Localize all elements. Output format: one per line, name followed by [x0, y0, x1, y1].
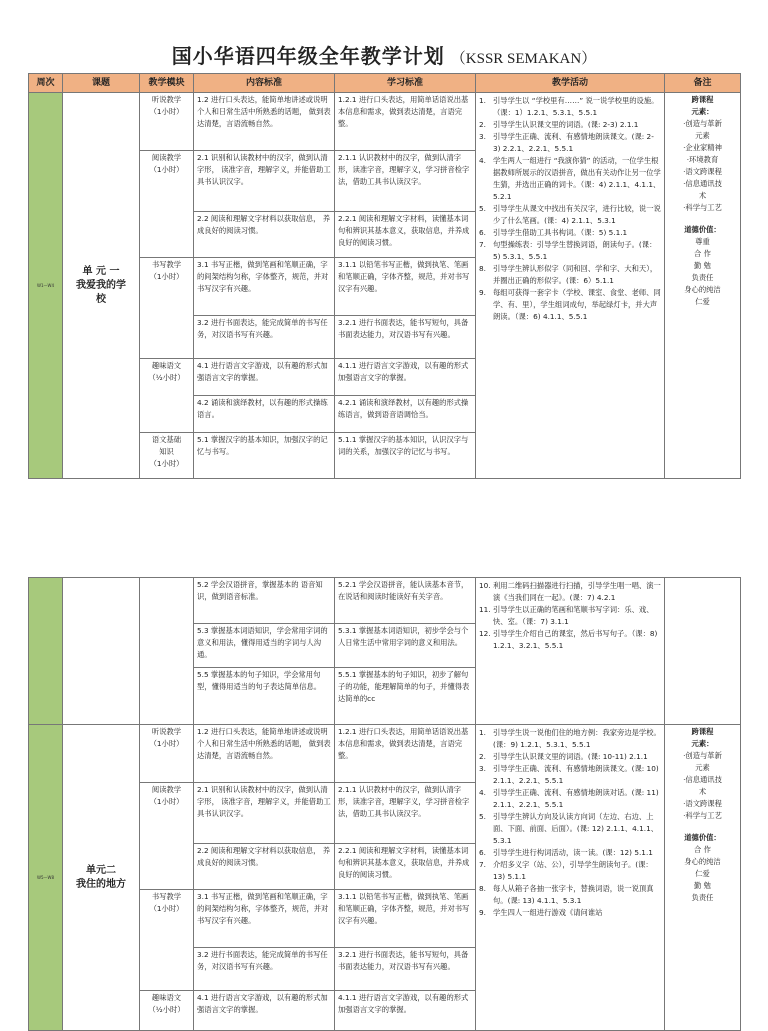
cross-curricular-item: ·语文跨课程: [683, 167, 722, 176]
teaching-activities: [476, 578, 665, 725]
activity-number: 3.: [479, 764, 486, 773]
activity-number: 2.: [479, 752, 486, 761]
learning-standard: 5.5.1 掌握基本的句子知识，初步了解句子的功能，能理解简单的句子，并懂得表达简单的cc: [335, 668, 476, 725]
content-standard: 5.5 掌握基本的句子知识，学会常用句型，懂得用适当的句子表达简单信息。: [194, 668, 335, 725]
learning-standard: 3.1.1 以铅笔书写正楷，做到执笔、笔画和笔顺正确，字体齐整，规范，并对书写汉字有兴趣。: [335, 890, 476, 948]
spacer: [668, 214, 737, 224]
week-cell: [29, 578, 63, 725]
activity-number: 6.: [479, 228, 486, 237]
teaching-activities: [476, 93, 665, 479]
learning-standard: 3.2.1 进行书面表达，能书写短句，具备书面表达能力，对汉语书写有兴趣。: [335, 316, 476, 359]
table-row: [29, 578, 741, 624]
content-standard: 5.3 掌握基本词语知识，学会常用字词的意义和用法，懂得用适当的字词与人沟通。: [194, 624, 335, 668]
learning-standard: 2.2.1 阅读和理解文字材料，读懂基本词句和辨识其基本意义，获取信息，并养成良好的阅读习惯。: [335, 844, 476, 890]
cross-curricular-item: ·环境教育: [686, 155, 719, 164]
activity-item: [479, 287, 661, 323]
activity-number: 3.: [479, 132, 486, 141]
content-standard: 5.1 掌握汉字的基本知识，加强汉字的记忆与书写。: [194, 433, 335, 479]
activity-number: 10.: [479, 581, 491, 590]
cross-curricular-title: 跨课程 元素：: [691, 95, 714, 116]
content-standard: 2.2 阅读和理解文字材料以获取信息， 养成良好的阅读习惯。: [194, 844, 335, 890]
content-standard: 1.2 进行口头表达，能简单地讲述或说明个人和日常生活中所熟悉的话题， 做到表达清楚，言语流畅自然。: [194, 725, 335, 783]
learning-standard: 4.2.1 诵读和演绎教材，以有趣的形式操练语言，做到语音语调恰当。: [335, 396, 476, 433]
activity-number: 7.: [479, 240, 486, 249]
activity-number: 12.: [479, 629, 491, 638]
teaching-activities: [476, 725, 665, 1031]
module-cell: 书写教学 （1小时）: [140, 890, 194, 991]
activity-number: 4.: [479, 788, 486, 797]
content-standard: 4.2 诵读和演绎教材，以有趣的形式操练语言。: [194, 396, 335, 433]
week-cell: W5—W8: [29, 725, 63, 1031]
activity-number: 2.: [479, 120, 486, 129]
cross-curricular-item: 术: [698, 787, 707, 796]
activity-text: 引导学生借助工具书构词。（课：5) 5.1.1: [493, 228, 628, 237]
content-standard: 2.1 识别和认读教材中的汉字，做到认清字形， 读准字音，理解字义，并能借助工具书认识汉字。: [194, 151, 335, 212]
activity-text: 句型操练表：引导学生替换词语，朗读句子。(课：5) 5.3.1、5.5.1: [493, 240, 657, 261]
column-header: 教学活动: [476, 74, 665, 93]
activity-number: 1.: [479, 96, 486, 105]
module-cell: 语文基础 知识 （1小时）: [140, 433, 194, 479]
activity-item: [479, 847, 661, 859]
title-main: 国小华语四年级全年教学计划: [171, 44, 445, 68]
module-cell: 阅读教学 （1小时）: [140, 151, 194, 258]
moral-value-item: 勤 勉: [694, 261, 711, 270]
cross-curricular-title: 跨课程 元素：: [691, 727, 714, 748]
activity-number: 8.: [479, 884, 486, 893]
moral-value-item: 负责任: [691, 273, 714, 282]
moral-values-title: 道德价值：: [684, 833, 721, 842]
moral-value-item: 勤 勉: [694, 881, 711, 890]
activity-item: [479, 227, 661, 239]
module-cell: 听说教学 （1小时）: [140, 725, 194, 783]
activity-text: 每人从箱子各抽一张字卡，替换词语，说一说頂真句。(课: 13) 4.1.1、5.3.1: [493, 884, 654, 905]
cross-curricular-item: ·语文跨课程: [683, 799, 722, 808]
learning-standard: 1.2.1 进行口头表达，用简单话语说出基本信息和需求，做到表达清楚，言语完整。: [335, 725, 476, 783]
moral-value-item: 仁爱: [695, 869, 710, 878]
activity-text: 学生两人一组进行 “我演你猜” 的活动，一位学生根据教师所展示的汉语拼音，做出有关动作让另一位学生猜，并选出正确的词卡。（课：4) 2.1.1、4.1.1、5.2.1: [493, 156, 661, 201]
cross-curricular-item: ·企业家精神: [683, 143, 722, 152]
activity-text: 每组可获得一套字卡（学校、课室、食堂、老师、同学、有、里），学生组词成句，举起绿灯卡，并大声朗读。（课：6) 4.1.1、5.5.1: [493, 288, 661, 321]
content-standard: 4.1 进行语言文字游戏，以有趣的形式加强语言文字的掌握。: [194, 991, 335, 1031]
module-cell: [140, 578, 194, 725]
content-standard: 3.2 进行书面表达，能完成简单的书写任务，对汉语书写有兴趣。: [194, 948, 335, 991]
week-cell: W1—W4: [29, 93, 63, 479]
learning-standard: 5.1.1 掌握汉字的基本知识，认识汉字与词的关系，加强汉字的记忆与书写。: [335, 433, 476, 479]
activity-item: [479, 203, 661, 227]
cross-curricular-item: ·信息通讯技: [683, 179, 722, 188]
module-cell: 趣味语文 （½小时）: [140, 991, 194, 1031]
learning-standard: 3.1.1 以铅笔书写正楷，做到执笔、笔画和笔顺正确，字体齐整，规范，并对书写汉字有兴趣。: [335, 258, 476, 316]
topic-cell: [63, 578, 140, 725]
activity-item: [479, 787, 661, 811]
spacer: [668, 822, 737, 832]
learning-standard: 3.2.1 进行书面表达，能书写短句，具备书面表达能力，对汉语书写有兴趣。: [335, 948, 476, 991]
topic-cell: 单元二 我住的地方: [63, 725, 140, 1031]
column-header: 学习标准: [335, 74, 476, 93]
page-title: [0, 40, 768, 69]
activity-item: [479, 907, 661, 919]
moral-value-item: 合 作: [694, 249, 711, 258]
activity-text: 引导学生认识课文里的词语。(课: 2-3) 2.1.1: [493, 120, 639, 129]
learning-standard: 4.1.1 进行语言文字游戏，以有趣的形式加强语言文字的掌握。: [335, 359, 476, 396]
activity-number: 4.: [479, 156, 486, 165]
activity-item: [479, 239, 661, 263]
activity-item: [479, 727, 661, 751]
activity-text: 引导学生认识课文里的词语。(课: 10-11) 2.1.1: [493, 752, 648, 761]
cross-curricular-item: ·科学与工艺: [683, 811, 722, 820]
activity-number: 7.: [479, 860, 486, 869]
column-header: 内容标准: [194, 74, 335, 93]
activity-text: 学生四人一组进行游戏《请问谁站: [493, 908, 603, 917]
cross-curricular-item: ·信息通讯技: [683, 775, 722, 784]
column-header: 课题: [63, 74, 140, 93]
cross-curricular-item: 元素: [695, 763, 710, 772]
activity-item: [479, 811, 661, 847]
learning-standard: 2.2.1 阅读和理解文字材料，读懂基本词句和辨识其基本意义，获取信息，并养成良好的阅读习惯。: [335, 212, 476, 258]
moral-value-item: 身心的纯洁: [684, 857, 721, 866]
activity-item: [479, 604, 661, 628]
activity-number: 9.: [479, 908, 486, 917]
activity-number: 11.: [479, 605, 491, 614]
title-sub: （KSSR SEMAKAN）: [450, 51, 597, 67]
activity-number: 9.: [479, 288, 486, 297]
activity-item: [479, 95, 661, 119]
activity-text: 引导学生进行构词活动，读一读。(课：12) 5.1.1: [493, 848, 653, 857]
activity-text: 引导学生辨认形似字（同和回、学和字、大和天），并圈出正确的形似字。(课：6）5.1.1: [493, 264, 658, 285]
learning-standard: 4.1.1 进行语言文字游戏，以有趣的形式加强语言文字的掌握。: [335, 991, 476, 1031]
column-header: 备注: [665, 74, 741, 93]
remarks: [665, 93, 741, 479]
content-standard: 1.2 进行口头表达，能简单地讲述或说明个人和日常生活中所熟悉的话题， 做到表达清楚，言语流畅自然。: [194, 93, 335, 151]
remarks: [665, 578, 741, 725]
activity-item: [479, 263, 661, 287]
content-standard: 3.1 书写正楷，做到笔画和笔顺正确，字的间架结构匀称，字体整齐，规范，并对书写汉字有兴趣。: [194, 258, 335, 316]
content-standard: 5.2 学会汉语拼音，掌握基本的 语音知识，做到语音标准。: [194, 578, 335, 624]
activity-item: [479, 883, 661, 907]
moral-value-item: 仁爱: [695, 297, 710, 306]
activity-item: [479, 119, 661, 131]
learning-standard: 2.1.1 认识教材中的汉字，做到认清字形，读准字音，理解字义，学习拼音检字法，借助工具书认读汉字。: [335, 151, 476, 212]
content-standard: 4.1 进行语言文字游戏，以有趣的形式加强语言文字的掌握。: [194, 359, 335, 396]
table-row: [29, 93, 741, 151]
activity-text: 利用二维码扫描器进行扫描，引导学生唱一唱、演一演《当我们同在一起》。(课：7) 4.2.1: [493, 581, 661, 602]
moral-value-item: 合 作: [694, 845, 711, 854]
column-header: 周次: [29, 74, 63, 93]
table-header-row: [29, 74, 741, 93]
plan-table-unit1-cont: [28, 577, 741, 1031]
activity-text: 引导学生从课文中找出有关汉字，进行比较，说一说少了什么笔画。(课：4) 2.1.1、5.3.1: [493, 204, 661, 225]
content-standard: 3.1 书写正楷，做到笔画和笔顺正确，字的间架结构匀称，字体整齐，规范，并对书写汉字有兴趣。: [194, 890, 335, 948]
column-header: 教学模块: [140, 74, 194, 93]
learning-standard: 2.1.1 认识教材中的汉字，做到认清字形，读准字音，理解字义，学习拼音检字法，借助工具书认读汉字。: [335, 783, 476, 844]
activity-item: [479, 628, 661, 652]
content-standard: 3.2 进行书面表达，能完成简单的书写任务，对汉语书写有兴趣。: [194, 316, 335, 359]
activity-text: 引导学生正确、流利、有感情地朗读课文。(课: 2-3) 2.2.1、2.2.1、5.5.1: [493, 132, 654, 153]
content-standard: 2.2 阅读和理解文字材料以获取信息， 养成良好的阅读习惯。: [194, 212, 335, 258]
activity-item: [479, 751, 661, 763]
activity-item: [479, 155, 661, 203]
moral-values-title: 道德价值：: [684, 225, 721, 234]
activity-item: [479, 580, 661, 604]
module-cell: 听说教学 （1小时）: [140, 93, 194, 151]
content-standard: 2.1 识别和认读教材中的汉字，做到认清字形， 读准字音，理解字义，并能借助工具书认识汉字。: [194, 783, 335, 844]
module-cell: 阅读教学 （1小时）: [140, 783, 194, 890]
activity-item: [479, 859, 661, 883]
activity-text: 引导学生说一说他们住的地方例：我家旁边是学校。(课：9) 1.2.1、5.3.1、5.5.1: [493, 728, 661, 749]
activity-number: 1.: [479, 728, 486, 737]
activity-text: 引导学生正确、流利、有感情地朗读课文。(课: 10) 2.1.1、2.2.1、5.5.1: [493, 764, 659, 785]
activity-text: 引导学生以 “学校里有……” 说一说学校里的设施。（课：1）1.2.1、5.3.1、5.5.1: [493, 96, 659, 117]
activity-text: 引导学生以正确的笔画和笔顺书写字词：乐、戏、快、室。（课：7) 3.1.1: [493, 605, 654, 626]
table-row: [29, 725, 741, 783]
moral-value-item: 负责任: [691, 893, 714, 902]
module-cell: 书写教学 （1小时）: [140, 258, 194, 359]
learning-standard: 5.2.1 学会汉语拼音，能认读基本音节，在说话和阅读时能读好有关字音。: [335, 578, 476, 624]
moral-value-item: 身心的纯洁: [684, 285, 721, 294]
cross-curricular-item: 术: [698, 191, 707, 200]
activity-number: 6.: [479, 848, 486, 857]
learning-standard: 5.3.1 掌握基本词语知识，初步学会与个人日常生活中常用字词的意义和用法。: [335, 624, 476, 668]
plan-table-unit1: [28, 73, 741, 479]
module-cell: 趣味语文 （½小时）: [140, 359, 194, 433]
topic-cell: 单 元 一 我爱我的学 校: [63, 93, 140, 479]
activity-text: 引导学生辨认方向及认读方向词（左边、右边、上面、下面、前面、后面）。(课: 12) 2.1.1、4.1.1、5.3.1: [493, 812, 659, 845]
activity-number: 8.: [479, 264, 486, 273]
cross-curricular-item: ·创造与革新: [683, 751, 722, 760]
learning-standard: 1.2.1 进行口头表达，用简单话语说出基本信息和需求，做到表达清楚，言语完整。: [335, 93, 476, 151]
activity-text: 引导学生介绍自己的课室，然后书写句子。（课：8) 1.2.1、3.2.1、5.5.1: [493, 629, 658, 650]
activity-text: 引导学生正确、流利、有感情地朗读对话。(课: 11) 2.1.1、2.2.1、5.5.1: [493, 788, 659, 809]
activity-number: 5.: [479, 812, 486, 821]
cross-curricular-item: ·科学与工艺: [683, 203, 722, 212]
activity-item: [479, 763, 661, 787]
cross-curricular-item: 元素: [695, 131, 710, 140]
activity-text: 介绍多义字（站、公），引导学生朗读句子。(课：13) 5.1.1: [493, 860, 653, 881]
activity-number: 5.: [479, 204, 486, 213]
activity-item: [479, 131, 661, 155]
remarks: [665, 725, 741, 1031]
cross-curricular-item: ·创造与革新: [683, 119, 722, 128]
moral-value-item: 尊重: [695, 237, 710, 246]
